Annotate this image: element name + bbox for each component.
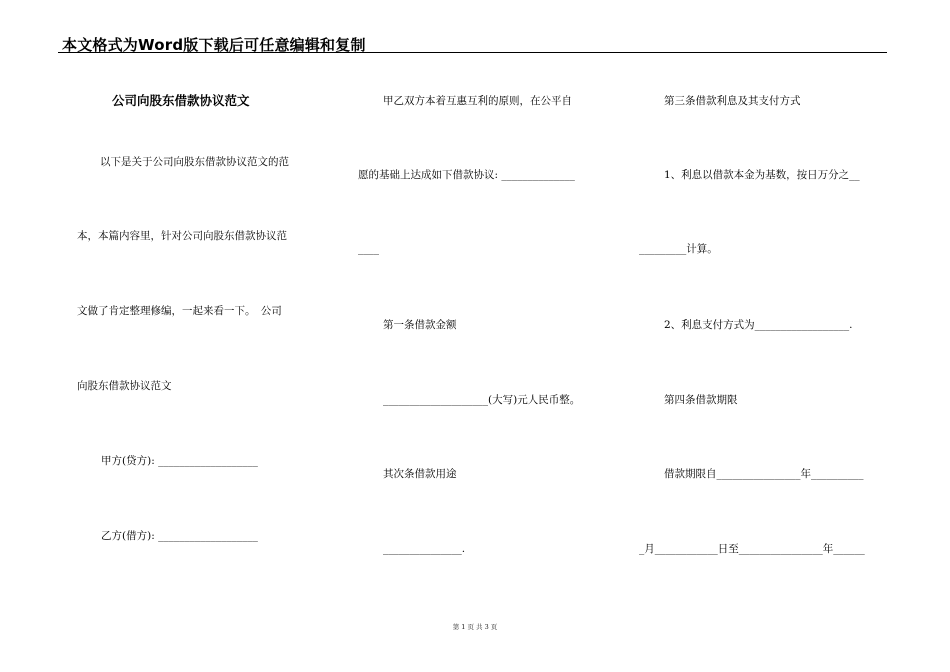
header-divider — [58, 52, 887, 53]
payment-method-field: 2、利息支付方式为__________________. — [664, 319, 853, 331]
article-heading: 第三条借款利息及其支付方式 — [664, 95, 801, 107]
paragraph-line: 向股东借款协议范文 — [77, 380, 172, 392]
paragraph-line: 以下是关于公司向股东借款协议范文的范 — [100, 156, 289, 168]
paragraph-line: 1、利息以借款本金为基数，按日万分之__ — [664, 169, 860, 181]
paragraph-line: 本，本篇内容里，针对公司向股东借款协议范 — [77, 230, 287, 242]
paragraph-line: 甲乙双方本着互惠互利的原则，在公平自 — [383, 95, 572, 107]
term-field: _月____________日至________________年______ — [639, 543, 865, 555]
document-title: 公司向股东借款协议范文 — [112, 93, 250, 108]
paragraph-line: 愿的基础上达成如下借款协议: ______________ — [358, 169, 575, 181]
article-heading: 第四条借款期限 — [664, 394, 738, 406]
purpose-field: _______________. — [383, 543, 466, 555]
party-a-field: 甲方(贷方): ___________________ — [101, 455, 258, 467]
article-heading: 第一条借款金额 — [383, 319, 457, 331]
term-field: 借款期限自________________年__________ — [664, 468, 864, 480]
party-b-field: 乙方(借方): ___________________ — [101, 530, 258, 542]
paragraph-line: _________计算。 — [639, 243, 718, 255]
amount-field: ____________________(大写)元人民币整。 — [383, 394, 581, 406]
paragraph-line: ____ — [358, 243, 379, 255]
article-heading: 其次条借款用途 — [383, 468, 457, 480]
paragraph-line: 文做了肯定整理修编，一起来看一下。 公司 — [77, 305, 282, 317]
page-number: 第 1 页 共 3 页 — [452, 623, 498, 631]
page-header: 本文格式为Word版下载后可任意编辑和复制 — [62, 36, 366, 54]
